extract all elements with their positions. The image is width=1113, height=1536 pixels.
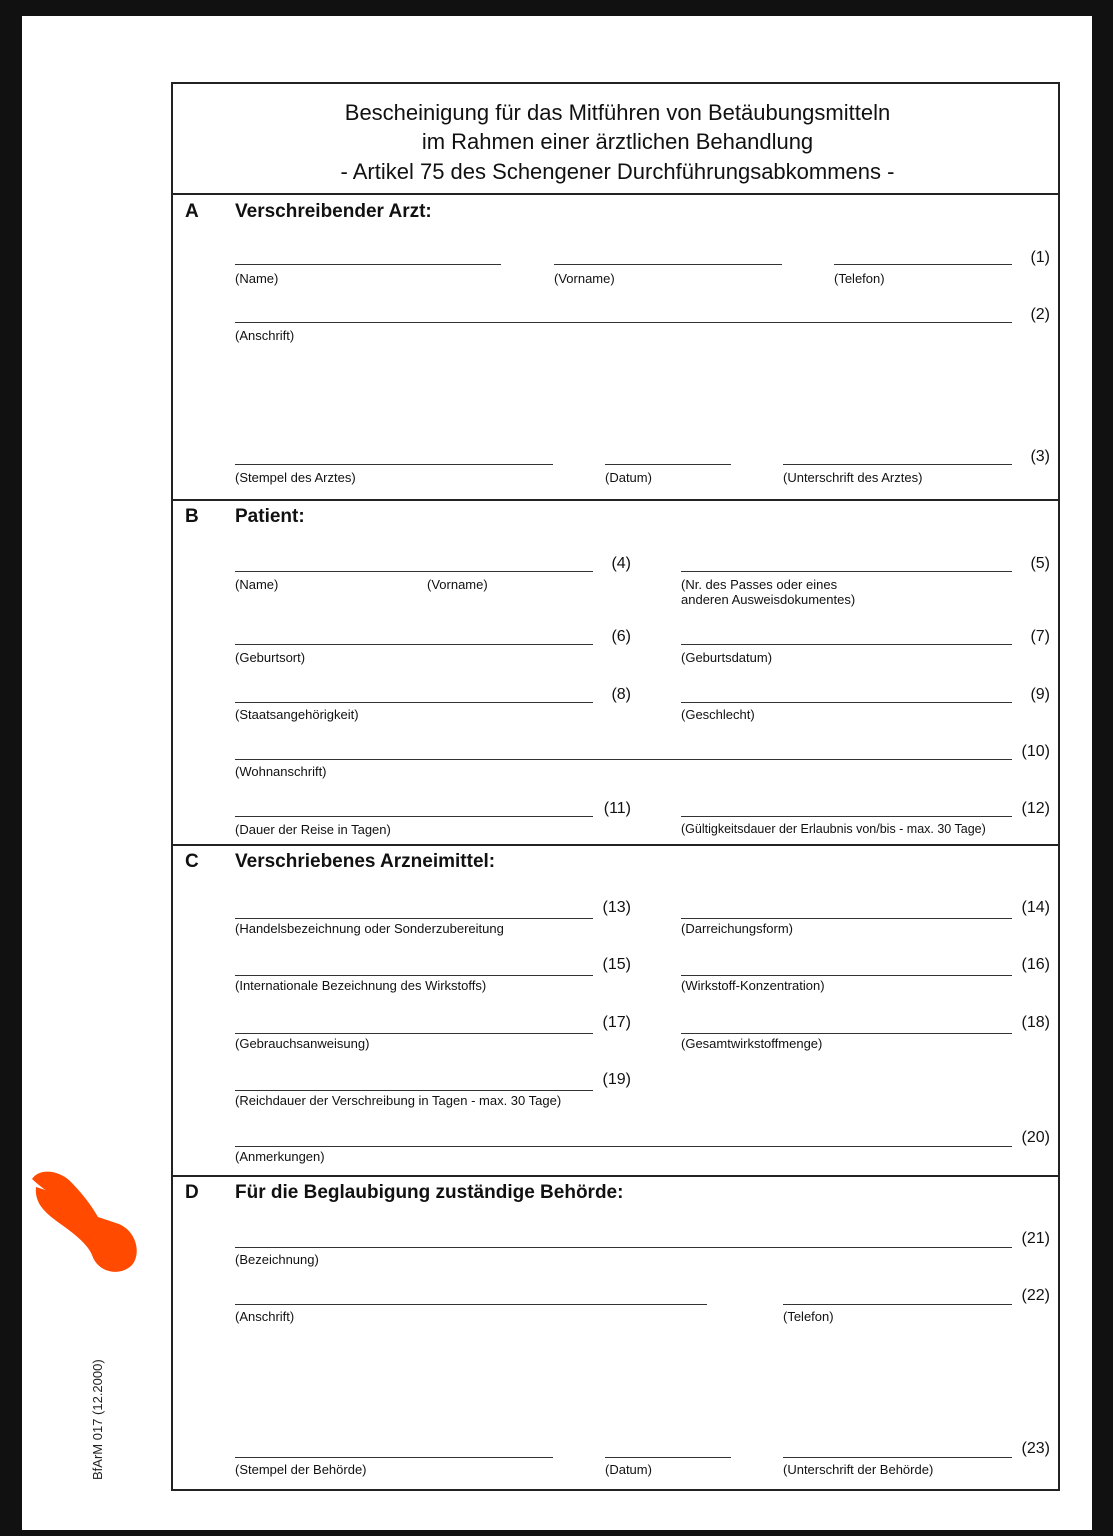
arznei-handelsbezeichnung-label: (Handelsbezeichnung oder Sonderzubereitung xyxy=(235,921,504,936)
arzt-name-line[interactable] xyxy=(235,264,501,265)
behoerde-anschrift-label: (Anschrift) xyxy=(235,1309,295,1324)
arznei-international-line[interactable] xyxy=(235,975,593,976)
patient-reisedauer-label: (Dauer der Reise in Tagen) xyxy=(235,822,391,837)
behoerde-bezeichnung-line[interactable] xyxy=(235,1247,1012,1248)
patient-pass-line[interactable] xyxy=(681,571,1012,572)
arzt-name-label: (Name) xyxy=(235,271,279,286)
section-divider xyxy=(173,1175,1058,1177)
arznei-reichdauer-label: (Reichdauer der Verschreibung in Tagen - max. 30 Tage) xyxy=(235,1093,562,1108)
arzt-stempel-line[interactable] xyxy=(235,464,553,465)
field-number-5: (5) xyxy=(1030,555,1050,572)
field-number-17: (17) xyxy=(602,1014,631,1031)
field-number-2: (2) xyxy=(1030,306,1050,323)
field-number-3: (3) xyxy=(1030,448,1050,465)
behoerde-anschrift-line[interactable] xyxy=(235,1304,707,1305)
behoerde-unterschrift-label: (Unterschrift der Behörde) xyxy=(783,1462,934,1477)
section-divider xyxy=(173,193,1058,195)
form-page xyxy=(22,16,1092,1530)
arznei-handelsbezeichnung-line[interactable] xyxy=(235,918,593,919)
arzt-unterschrift-line[interactable] xyxy=(783,464,1012,465)
patient-pass-label-1: (Nr. des Passes oder eines xyxy=(681,577,838,592)
section-d-letter: D xyxy=(185,1182,199,1203)
patient-geburtsort-label: (Geburtsort) xyxy=(235,650,306,665)
form-title-line-2: im Rahmen einer ärztlichen Behandlung xyxy=(421,129,814,154)
field-number-16: (16) xyxy=(1021,956,1050,973)
arzt-telefon-label: (Telefon) xyxy=(834,271,885,286)
arznei-darreichungsform-label: (Darreichungsform) xyxy=(681,921,793,936)
field-number-15: (15) xyxy=(602,956,631,973)
patient-geschlecht-line[interactable] xyxy=(681,702,1012,703)
patient-name-line[interactable] xyxy=(235,571,593,572)
arznei-anmerkungen-line[interactable] xyxy=(235,1146,1012,1147)
section-divider xyxy=(173,844,1058,846)
arznei-darreichungsform-line[interactable] xyxy=(681,918,1012,919)
arznei-reichdauer-line[interactable] xyxy=(235,1090,593,1091)
patient-geburtsdatum-line[interactable] xyxy=(681,644,1012,645)
field-number-23: (23) xyxy=(1021,1440,1050,1457)
arzt-telefon-line[interactable] xyxy=(834,264,1012,265)
field-number-11: (11) xyxy=(603,800,631,817)
behoerde-telefon-label: (Telefon) xyxy=(783,1309,834,1324)
arzt-vorname-line[interactable] xyxy=(554,264,782,265)
arzt-datum-line[interactable] xyxy=(605,464,731,465)
form-frame xyxy=(171,82,1060,1491)
form-title-line-3: - Artikel 75 des Schengener Durchführungsabkommens - xyxy=(340,159,895,184)
field-number-18: (18) xyxy=(1021,1014,1050,1031)
arzt-anschrift-line[interactable] xyxy=(235,322,1012,323)
patient-vorname-label: (Vorname) xyxy=(427,577,488,592)
patient-pass-label-2: anderen Ausweisdokumentes) xyxy=(681,592,856,607)
arzt-anschrift-label: (Anschrift) xyxy=(235,328,295,343)
arznei-international-label: (Internationale Bezeichnung des Wirkstoffs) xyxy=(235,978,487,993)
arznei-gebrauch-label: (Gebrauchsanweisung) xyxy=(235,1036,370,1051)
behoerde-unterschrift-line[interactable] xyxy=(783,1457,1012,1458)
patient-wohnanschrift-line[interactable] xyxy=(235,759,1012,760)
arzt-datum-label: (Datum) xyxy=(605,470,652,485)
field-number-21: (21) xyxy=(1021,1230,1050,1247)
section-a-heading: Verschreibender Arzt: xyxy=(235,201,432,222)
field-number-22: (22) xyxy=(1021,1287,1050,1304)
arzt-vorname-label: (Vorname) xyxy=(554,271,615,286)
behoerde-stempel-label: (Stempel der Behörde) xyxy=(235,1462,367,1477)
patient-geburtsort-line[interactable] xyxy=(235,644,593,645)
section-b-letter: B xyxy=(185,506,199,527)
field-number-10: (10) xyxy=(1021,743,1050,760)
section-a-letter: A xyxy=(185,201,199,222)
patient-geburtsdatum-label: (Geburtsdatum) xyxy=(681,650,773,665)
patient-gueltigkeit-line[interactable] xyxy=(681,816,1012,817)
field-number-20: (20) xyxy=(1021,1129,1050,1146)
field-number-19: (19) xyxy=(602,1071,631,1088)
field-number-12: (12) xyxy=(1021,800,1050,817)
patient-name-label: (Name) xyxy=(235,577,279,592)
arznei-anmerkungen-label: (Anmerkungen) xyxy=(235,1149,325,1164)
section-b-heading: Patient: xyxy=(235,506,305,527)
patient-staatsangehoerigkeit-line[interactable] xyxy=(235,702,593,703)
arznei-konzentration-label: (Wirkstoff-Konzentration) xyxy=(681,978,825,993)
orange-redaction-mark xyxy=(26,1165,150,1277)
section-c-heading: Verschriebenes Arzneimittel: xyxy=(235,851,496,872)
field-number-14: (14) xyxy=(1021,899,1050,916)
patient-wohnanschrift-label: (Wohnanschrift) xyxy=(235,764,327,779)
arznei-gebrauch-line[interactable] xyxy=(235,1033,593,1034)
arznei-gesamtmenge-label: (Gesamtwirkstoffmenge) xyxy=(681,1036,823,1051)
patient-reisedauer-line[interactable] xyxy=(235,816,593,817)
behoerde-datum-line[interactable] xyxy=(605,1457,731,1458)
form-code-label: BfArM 017 (12.2000) xyxy=(90,1359,105,1480)
field-number-4: (4) xyxy=(611,555,631,572)
arznei-konzentration-line[interactable] xyxy=(681,975,1012,976)
field-number-7: (7) xyxy=(1030,628,1050,645)
arzt-stempel-label: (Stempel des Arztes) xyxy=(235,470,356,485)
patient-geschlecht-label: (Geschlecht) xyxy=(681,707,755,722)
form-title-line-1: Bescheinigung für das Mitführen von Betäubungsmitteln xyxy=(344,100,891,125)
field-number-1: (1) xyxy=(1030,249,1050,266)
section-c-letter: C xyxy=(185,851,199,872)
arznei-gesamtmenge-line[interactable] xyxy=(681,1033,1012,1034)
behoerde-telefon-line[interactable] xyxy=(783,1304,1012,1305)
behoerde-bezeichnung-label: (Bezeichnung) xyxy=(235,1252,319,1267)
patient-gueltigkeit-label: (Gültigkeitsdauer der Erlaubnis von/bis - max. 30 Tage) xyxy=(681,822,986,836)
field-number-13: (13) xyxy=(602,899,631,916)
field-number-8: (8) xyxy=(611,686,631,703)
behoerde-datum-label: (Datum) xyxy=(605,1462,652,1477)
patient-staatsangehoerigkeit-label: (Staatsangehörigkeit) xyxy=(235,707,359,722)
field-number-6: (6) xyxy=(611,628,631,645)
behoerde-stempel-line[interactable] xyxy=(235,1457,553,1458)
section-divider xyxy=(173,499,1058,501)
arzt-unterschrift-label: (Unterschrift des Arztes) xyxy=(783,470,923,485)
field-number-9: (9) xyxy=(1030,686,1050,703)
section-d-heading: Für die Beglaubigung zuständige Behörde: xyxy=(235,1182,624,1203)
